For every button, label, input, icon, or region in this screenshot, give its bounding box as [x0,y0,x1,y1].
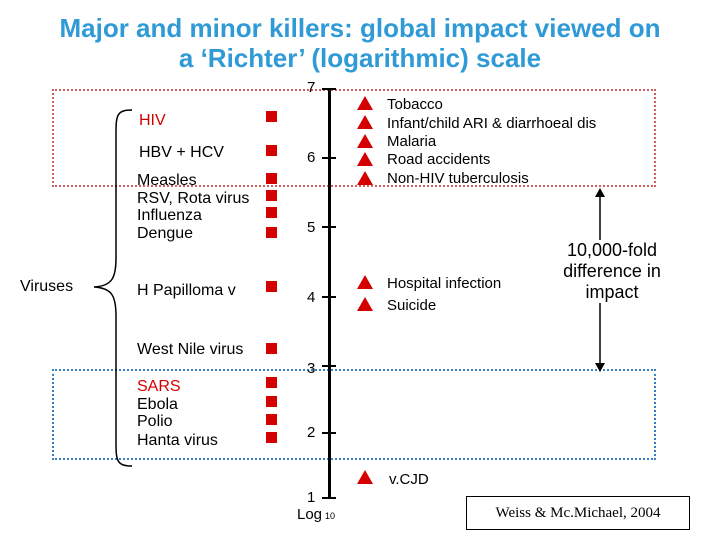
annotation-line-2: difference in [563,261,661,281]
marker-dengue [266,227,277,238]
annotation-line-1: 10,000-fold [566,240,658,260]
marker-west-nile [266,343,277,354]
citation-text: Weiss & Mc.Michael, 2004 [495,504,661,521]
marker-hiv [266,111,277,122]
label-influenza: Influenza [137,207,202,224]
label-road-accidents: Road accidents [387,151,491,168]
marker-h-papilloma [266,281,277,292]
tick-label-3: 3 [307,360,316,377]
label-viruses-group: Viruses [20,278,74,295]
scale-tick-7 [322,88,336,90]
marker-suicide [357,297,373,311]
scale-tick-6 [322,157,336,159]
marker-influenza [266,207,277,218]
label-infant-child: Infant/child ARI & diarrhoeal dis [387,115,597,132]
marker-infant [357,115,373,129]
tick-label-4: 4 [307,289,316,306]
scale-tick-1 [322,497,336,499]
citation-box [466,496,690,530]
label-sars: SARS [137,378,181,395]
axis-label-base: 10 [325,511,336,521]
marker-sars [266,377,277,388]
marker-polio [266,414,277,425]
tick-label-7: 7 [307,79,316,96]
label-hospital-infection: Hospital infection [387,275,502,292]
label-malaria: Malaria [387,133,437,150]
label-h-papilloma: H Papilloma v [137,282,236,299]
label-hanta: Hanta virus [137,432,218,449]
marker-vcjd [357,470,373,484]
label-vcjd: v.CJD [389,471,429,488]
marker-malaria [357,134,373,148]
tick-label-6: 6 [307,149,316,166]
label-ebola: Ebola [137,396,178,413]
label-hbv-hcv: HBV + HCV [139,144,224,161]
axis-label-log: Log [297,506,323,523]
title-line-2: a ‘Richter’ (logarithmic) scale [178,43,542,73]
label-west-nile: West Nile virus [137,341,244,358]
label-polio: Polio [137,413,173,430]
label-measles: Measles [137,172,197,189]
scale-tick-4 [322,296,336,298]
label-rsv: RSV, Rota virus [137,190,250,207]
tick-label-5: 5 [307,219,316,236]
annotation-line-3: impact [585,282,639,302]
label-dengue: Dengue [137,225,194,242]
viruses-brace [90,108,136,470]
marker-tobacco [357,96,373,110]
marker-hbv-hcv [266,145,277,156]
title-line-1: Major and minor killers: global impact viewed on [59,13,661,43]
scale-tick-3 [322,365,336,367]
scale-axis-line [328,88,331,498]
label-suicide: Suicide [387,297,437,314]
marker-hospital [357,275,373,289]
marker-tb [357,171,373,185]
impact-annotation [552,240,672,303]
label-hiv: HIV [139,112,166,129]
marker-ebola [266,396,277,407]
marker-road [357,152,373,166]
scale-tick-2 [322,432,336,434]
scale-tick-5 [322,226,336,228]
label-non-hiv-tb: Non-HIV tuberculosis [387,170,529,187]
marker-hanta [266,432,277,443]
marker-rsv [266,190,277,201]
axis-label [297,506,335,523]
label-tobacco: Tobacco [387,96,443,113]
tick-label-1: 1 [307,489,316,506]
marker-measles [266,173,277,184]
tick-label-2: 2 [307,424,316,441]
